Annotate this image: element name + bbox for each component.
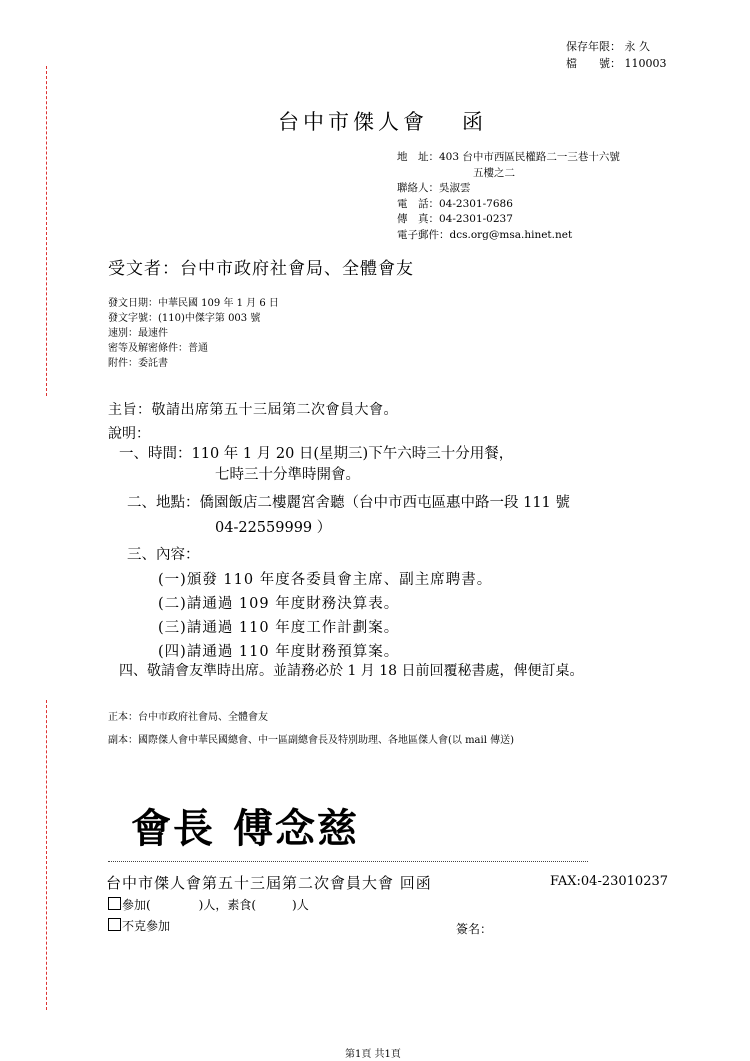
attend-option[interactable] xyxy=(108,896,309,913)
meta-block xyxy=(108,296,279,371)
fax-value: 04-2301-0237 xyxy=(439,213,513,225)
speed: 速別：最速件 xyxy=(108,328,168,339)
phone-label: 電 話： xyxy=(397,197,439,210)
item-place-line2: 04-22559999 ） xyxy=(215,520,332,536)
margin-line-bottom xyxy=(46,700,47,1010)
retention-block xyxy=(566,38,667,72)
retention-period-value: 永 久 xyxy=(624,40,650,53)
reply-title: 台中市傑人會第五十三屆第二次會員大會 回函 xyxy=(106,874,432,892)
contact-person-label: 聯絡人： xyxy=(397,182,439,194)
chairman-title: 會長 xyxy=(131,805,215,852)
org-name: 台中市傑人會 xyxy=(278,110,428,134)
address-label: 地 址： xyxy=(397,151,439,163)
contact-person-value: 吳淑雲 xyxy=(439,182,471,194)
signature-label: 簽名： xyxy=(456,922,493,936)
item-4: 四、敬請會友準時出席。並請務必於 1 月 18 日前回覆秘書處，俾便訂桌。 xyxy=(119,663,584,679)
contact-block xyxy=(397,150,620,243)
address-value: 403 台中市西區民權路二一三巷十六號 xyxy=(439,151,620,163)
item-content-1: (一)頒發 110 年度各委員會主席、副主席聘書。 xyxy=(158,572,493,588)
security-level: 密等及解密條件：普通 xyxy=(108,343,208,354)
file-number-label: 檔 號： xyxy=(566,57,621,70)
not-attend-checkbox[interactable] xyxy=(108,918,121,931)
document-title xyxy=(278,106,487,136)
cut-line xyxy=(108,861,588,862)
attend-checkbox[interactable] xyxy=(108,897,121,910)
retention-period-label: 保存年限： xyxy=(566,40,621,53)
phone-value: 04-2301-7686 xyxy=(439,197,513,210)
item-content-label: 三、內容： xyxy=(127,547,200,563)
chairman-name: 傅念慈 xyxy=(233,805,359,852)
item-content-3: (三)請通過 110 年度工作計劃案。 xyxy=(158,620,400,636)
chairman-signature xyxy=(131,797,359,854)
email-label: 電子郵件： xyxy=(397,228,450,241)
explain-label: 說明： xyxy=(108,426,150,442)
not-attend-label: 不克參加 xyxy=(122,919,171,933)
address-line-2: 五樓之二 xyxy=(473,166,515,179)
item-content-4: (四)請通過 110 年度財務預算案。 xyxy=(158,644,400,660)
subject: 主旨：敬請出席第五十三屆第二次會員大會。 xyxy=(108,402,398,418)
file-number-value: 110003 xyxy=(624,57,667,70)
page-footer: 第1頁 共1頁 xyxy=(345,1049,401,1060)
attachment: 附件：委託書 xyxy=(108,358,168,369)
fax-label: 傳 真： xyxy=(397,213,439,225)
item-time-line1: 一、時間：110 年 1 月 20 日(星期三)下午六時三十分用餐， xyxy=(119,446,514,462)
original-recipients: 正本：台中市政府社會局、全體會友 xyxy=(108,712,268,723)
issue-date: 發文日期：中華民國 109 年 1 月 6 日 xyxy=(108,298,279,309)
attend-label: 參加( )人，素食( )人 xyxy=(122,898,309,912)
copy-recipients: 副本：國際傑人會中華民國總會、中一區副總會長及特別助理、各地區傑人會(以 mail 傳送) xyxy=(108,735,515,746)
item-place-line1: 二、地點：僑園飯店二樓麗宮舍聽（台中市西屯區惠中路一段 111 號 xyxy=(127,495,570,511)
doc-type: 函 xyxy=(462,110,487,134)
issue-number: 發文字號：(110)中傑字第 003 號 xyxy=(108,313,261,324)
margin-line-top xyxy=(46,66,47,396)
reply-fax: FAX:04-23010237 xyxy=(550,874,669,889)
item-content-2: (二)請通過 109 年度財務決算表。 xyxy=(158,596,400,612)
item-time-line2: 七時三十分準時開會。 xyxy=(215,467,360,483)
not-attend-option[interactable] xyxy=(108,917,170,934)
email-value: dcs.org@msa.hinet.net xyxy=(449,228,573,241)
recipient: 受文者：台中市政府社會局、全體會友 xyxy=(108,259,414,279)
